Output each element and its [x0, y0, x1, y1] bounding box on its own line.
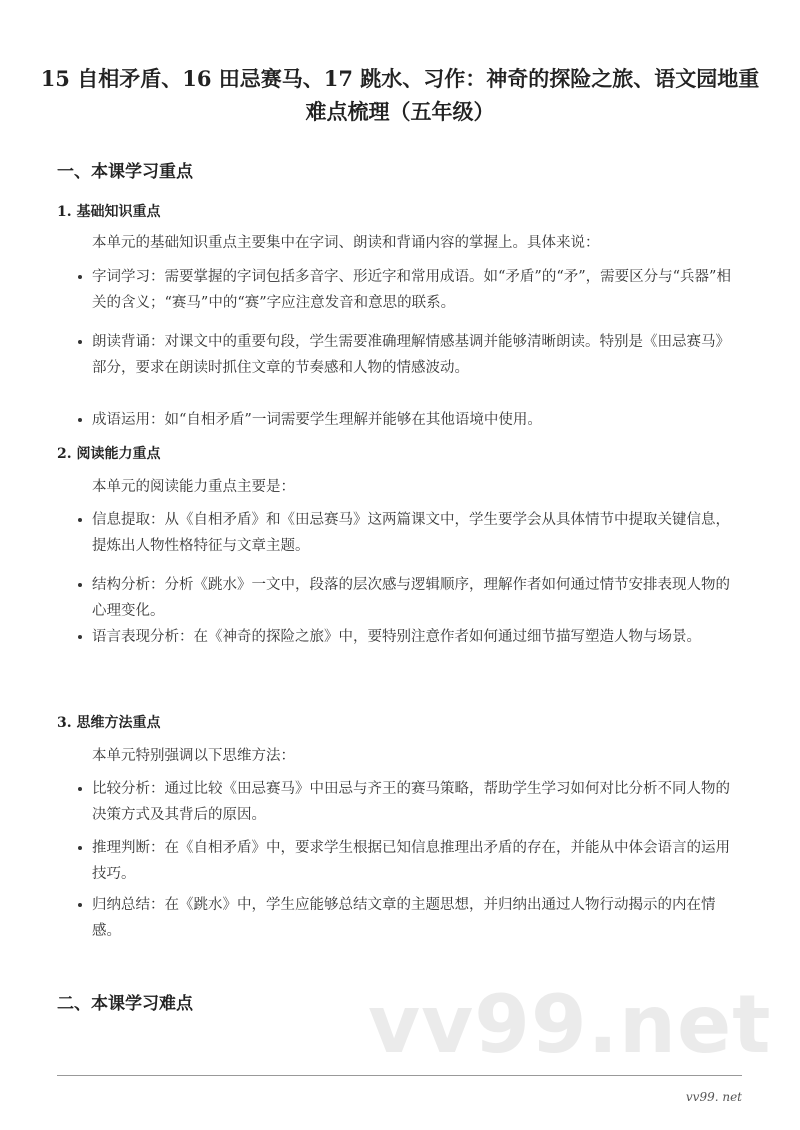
- subsection-heading: 3. 思维方法重点: [57, 715, 161, 731]
- footer-divider: [57, 1075, 742, 1076]
- list-item: [92, 264, 742, 316]
- list-item-text: 结构分析：分析《跳水》一文中，段落的层次感与逻辑顺序，理解作者如何通过情节安排表现人物的心理变化。: [92, 577, 730, 619]
- list-item-text: 推理判断：在《自相矛盾》中，要求学生根据已知信息推理出矛盾的存在，并能从中体会语言的运用技巧。: [92, 840, 730, 882]
- bullet-icon: [78, 518, 82, 522]
- list-item-text: 朗读背诵：对课文中的重要句段，学生需要准确理解情感基调并能够清晰朗读。特别是《田忌赛马》部分，要求在朗读时抓住文章的节奏感和人物的情感波动。: [92, 334, 730, 376]
- paragraph: 本单元的阅读能力重点主要是：: [92, 479, 295, 495]
- bullet-icon: [78, 635, 82, 639]
- subsection-heading: 1. 基础知识重点: [57, 204, 161, 220]
- watermark: vv99.net: [368, 978, 772, 1071]
- list-item: [92, 407, 742, 433]
- list-item-text: 字词学习：需要掌握的字词包括多音字、形近字和常用成语。如“矛盾”的“矛”，需要区分与“兵器”相关的含义；“赛马”中的“赛”字应注意发音和意思的联系。: [92, 269, 731, 311]
- bullet-icon: [78, 418, 82, 422]
- bullet-icon: [78, 787, 82, 791]
- list-item-text: 归纳总结：在《跳水》中，学生应能够总结文章的主题思想，并归纳出通过人物行动揭示的内在情感。: [92, 897, 716, 939]
- bullet-icon: [78, 903, 82, 907]
- bullet-icon: [78, 275, 82, 279]
- footer-site-label: vv99. net: [685, 1090, 742, 1104]
- list-item-text: 成语运用：如“自相矛盾”一词需要学生理解并能够在其他语境中使用。: [92, 412, 542, 428]
- paragraph: 本单元特别强调以下思维方法：: [92, 748, 295, 764]
- section-heading: 一、本课学习重点: [57, 162, 193, 182]
- paragraph: 本单元的基础知识重点主要集中在字词、朗读和背诵内容的掌握上。具体来说：: [92, 235, 600, 251]
- list-item: [92, 572, 742, 624]
- list-item-text: 信息提取：从《自相矛盾》和《田忌赛马》这两篇课文中，学生要学会从具体情节中提取关键信息，提炼出人物性格特征与文章主题。: [92, 512, 730, 554]
- list-item: [92, 624, 742, 650]
- bullet-icon: [78, 583, 82, 587]
- list-item: [92, 776, 742, 828]
- page-title: 15 自相矛盾、16 田忌赛马、17 跳水、习作：神奇的探险之旅、语文园地重难点梳理（五年级）: [40, 66, 760, 124]
- list-item: [92, 329, 742, 381]
- list-item-text: 语言表现分析：在《神奇的探险之旅》中，要特别注意作者如何通过细节描写塑造人物与场景。: [92, 629, 701, 645]
- list-item-text: 比较分析：通过比较《田忌赛马》中田忌与齐王的赛马策略，帮助学生学习如何对比分析不同人物的决策方式及其背后的原因。: [92, 781, 730, 823]
- section-heading: 二、本课学习难点: [57, 994, 193, 1014]
- list-item: [92, 892, 742, 944]
- bullet-icon: [78, 340, 82, 344]
- subsection-heading: 2. 阅读能力重点: [57, 446, 161, 462]
- list-item: [92, 507, 742, 559]
- list-item: [92, 835, 742, 887]
- bullet-icon: [78, 846, 82, 850]
